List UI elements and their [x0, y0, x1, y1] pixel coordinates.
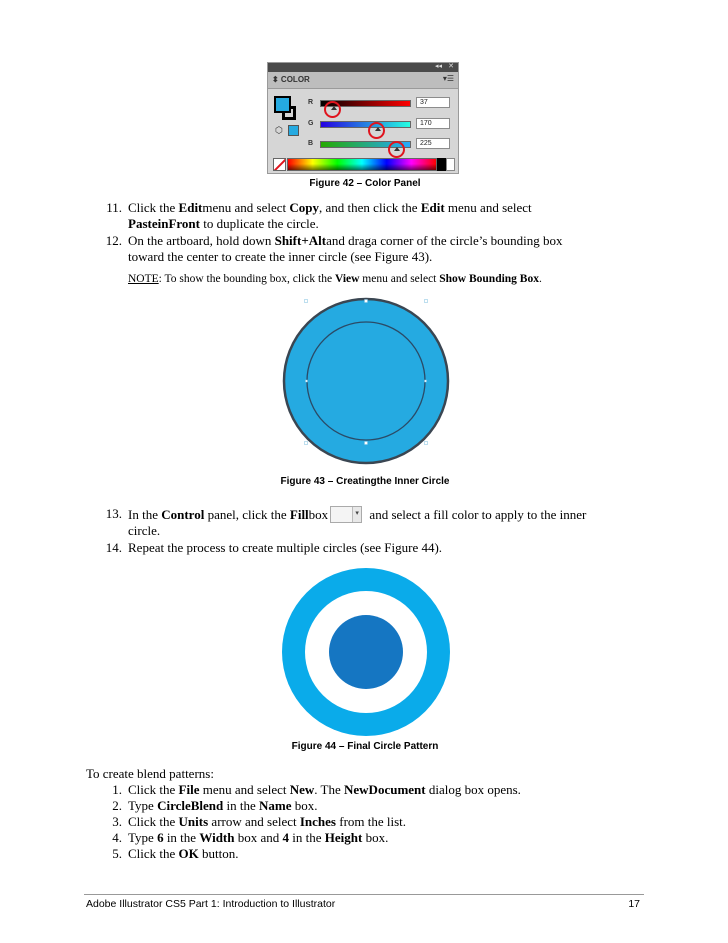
panel-menu-icon[interactable]: ▾☰ — [442, 74, 454, 83]
highlight-circle-r — [324, 101, 341, 118]
black-swatch[interactable] — [437, 158, 446, 171]
figure-44-caption: Figure 44 – Final Circle Pattern — [291, 741, 439, 752]
figure-43-illustration — [276, 296, 456, 466]
tab-color[interactable]: ⬍ COLOR — [272, 75, 310, 84]
label-r: R — [308, 99, 314, 106]
value-b[interactable]: 225 — [416, 138, 450, 149]
blend-step-4: 4. Type 6 in the Width box and 4 in the Height box. — [112, 830, 389, 845]
none-swatch[interactable] — [273, 158, 286, 171]
blend-step-5: 5. Click the OK button. — [112, 846, 239, 861]
fill-button[interactable] — [330, 506, 362, 523]
step-12: 12. On the artboard, hold down Shift+Altand draga corner of the circle’s bounding box toward the center to create the inner circle (see Figure 43). — [105, 233, 563, 264]
blend-step-1: 1. Click the File menu and select New. The NewDocument dialog box opens. — [112, 782, 521, 797]
value-r[interactable]: 37 — [416, 97, 450, 108]
label-b: B — [308, 140, 314, 147]
value-g[interactable]: 170 — [416, 118, 450, 129]
panel-tab-bar — [268, 72, 458, 89]
color-panel — [267, 62, 459, 174]
step-14: 14. Repeat the process to create multiple circles (see Figure 44). — [105, 540, 443, 555]
highlight-circle-g — [368, 122, 385, 139]
center-dot — [329, 615, 403, 689]
collapse-icon[interactable]: ◂◂ — [434, 63, 442, 70]
figure-44-illustration — [280, 568, 452, 736]
color-spectrum[interactable] — [287, 158, 437, 171]
blend-step-3: 3. Click the Units arrow and select Inches from the list. — [112, 814, 407, 829]
slider-g[interactable] — [320, 121, 411, 128]
label-g: G — [308, 120, 314, 127]
footer-title: Adobe Illustrator CS5 Part 1: Introduction to Illustrator — [86, 898, 336, 910]
close-icon[interactable]: ✕ — [448, 63, 454, 70]
fill-dropdown-arrow-icon[interactable]: ▾ — [352, 507, 361, 522]
note: NOTE: To show the bounding box, click the View menu and select Show Bounding Box. — [128, 273, 542, 285]
page-number: 17 — [628, 898, 640, 910]
blend-step-2: 2. Type CircleBlend in the Name box. — [112, 798, 318, 813]
step-11: 11. Click the Editmenu and select Copy, and then click the Edit menu and select PasteinFront to duplicate the circle. — [106, 200, 532, 231]
panel-title-bar — [268, 63, 458, 72]
highlight-circle-b — [388, 141, 405, 158]
inner-circle — [307, 322, 425, 440]
white-swatch[interactable] — [446, 158, 455, 171]
blend-intro: To create blend patterns: — [86, 766, 214, 781]
footer-rule — [84, 894, 644, 895]
figure-42-caption: Figure 42 – Color Panel — [309, 178, 421, 189]
web-safe-swatch[interactable] — [288, 125, 299, 136]
step-13: 13. In the Control panel, click the Fillbox ▾ and select a fill color to apply to the inner circle. — [105, 506, 587, 538]
out-of-gamut-icon: ⬡ — [275, 125, 283, 135]
figure-43-caption: Figure 43 – Creatingthe Inner Circle — [280, 476, 450, 487]
